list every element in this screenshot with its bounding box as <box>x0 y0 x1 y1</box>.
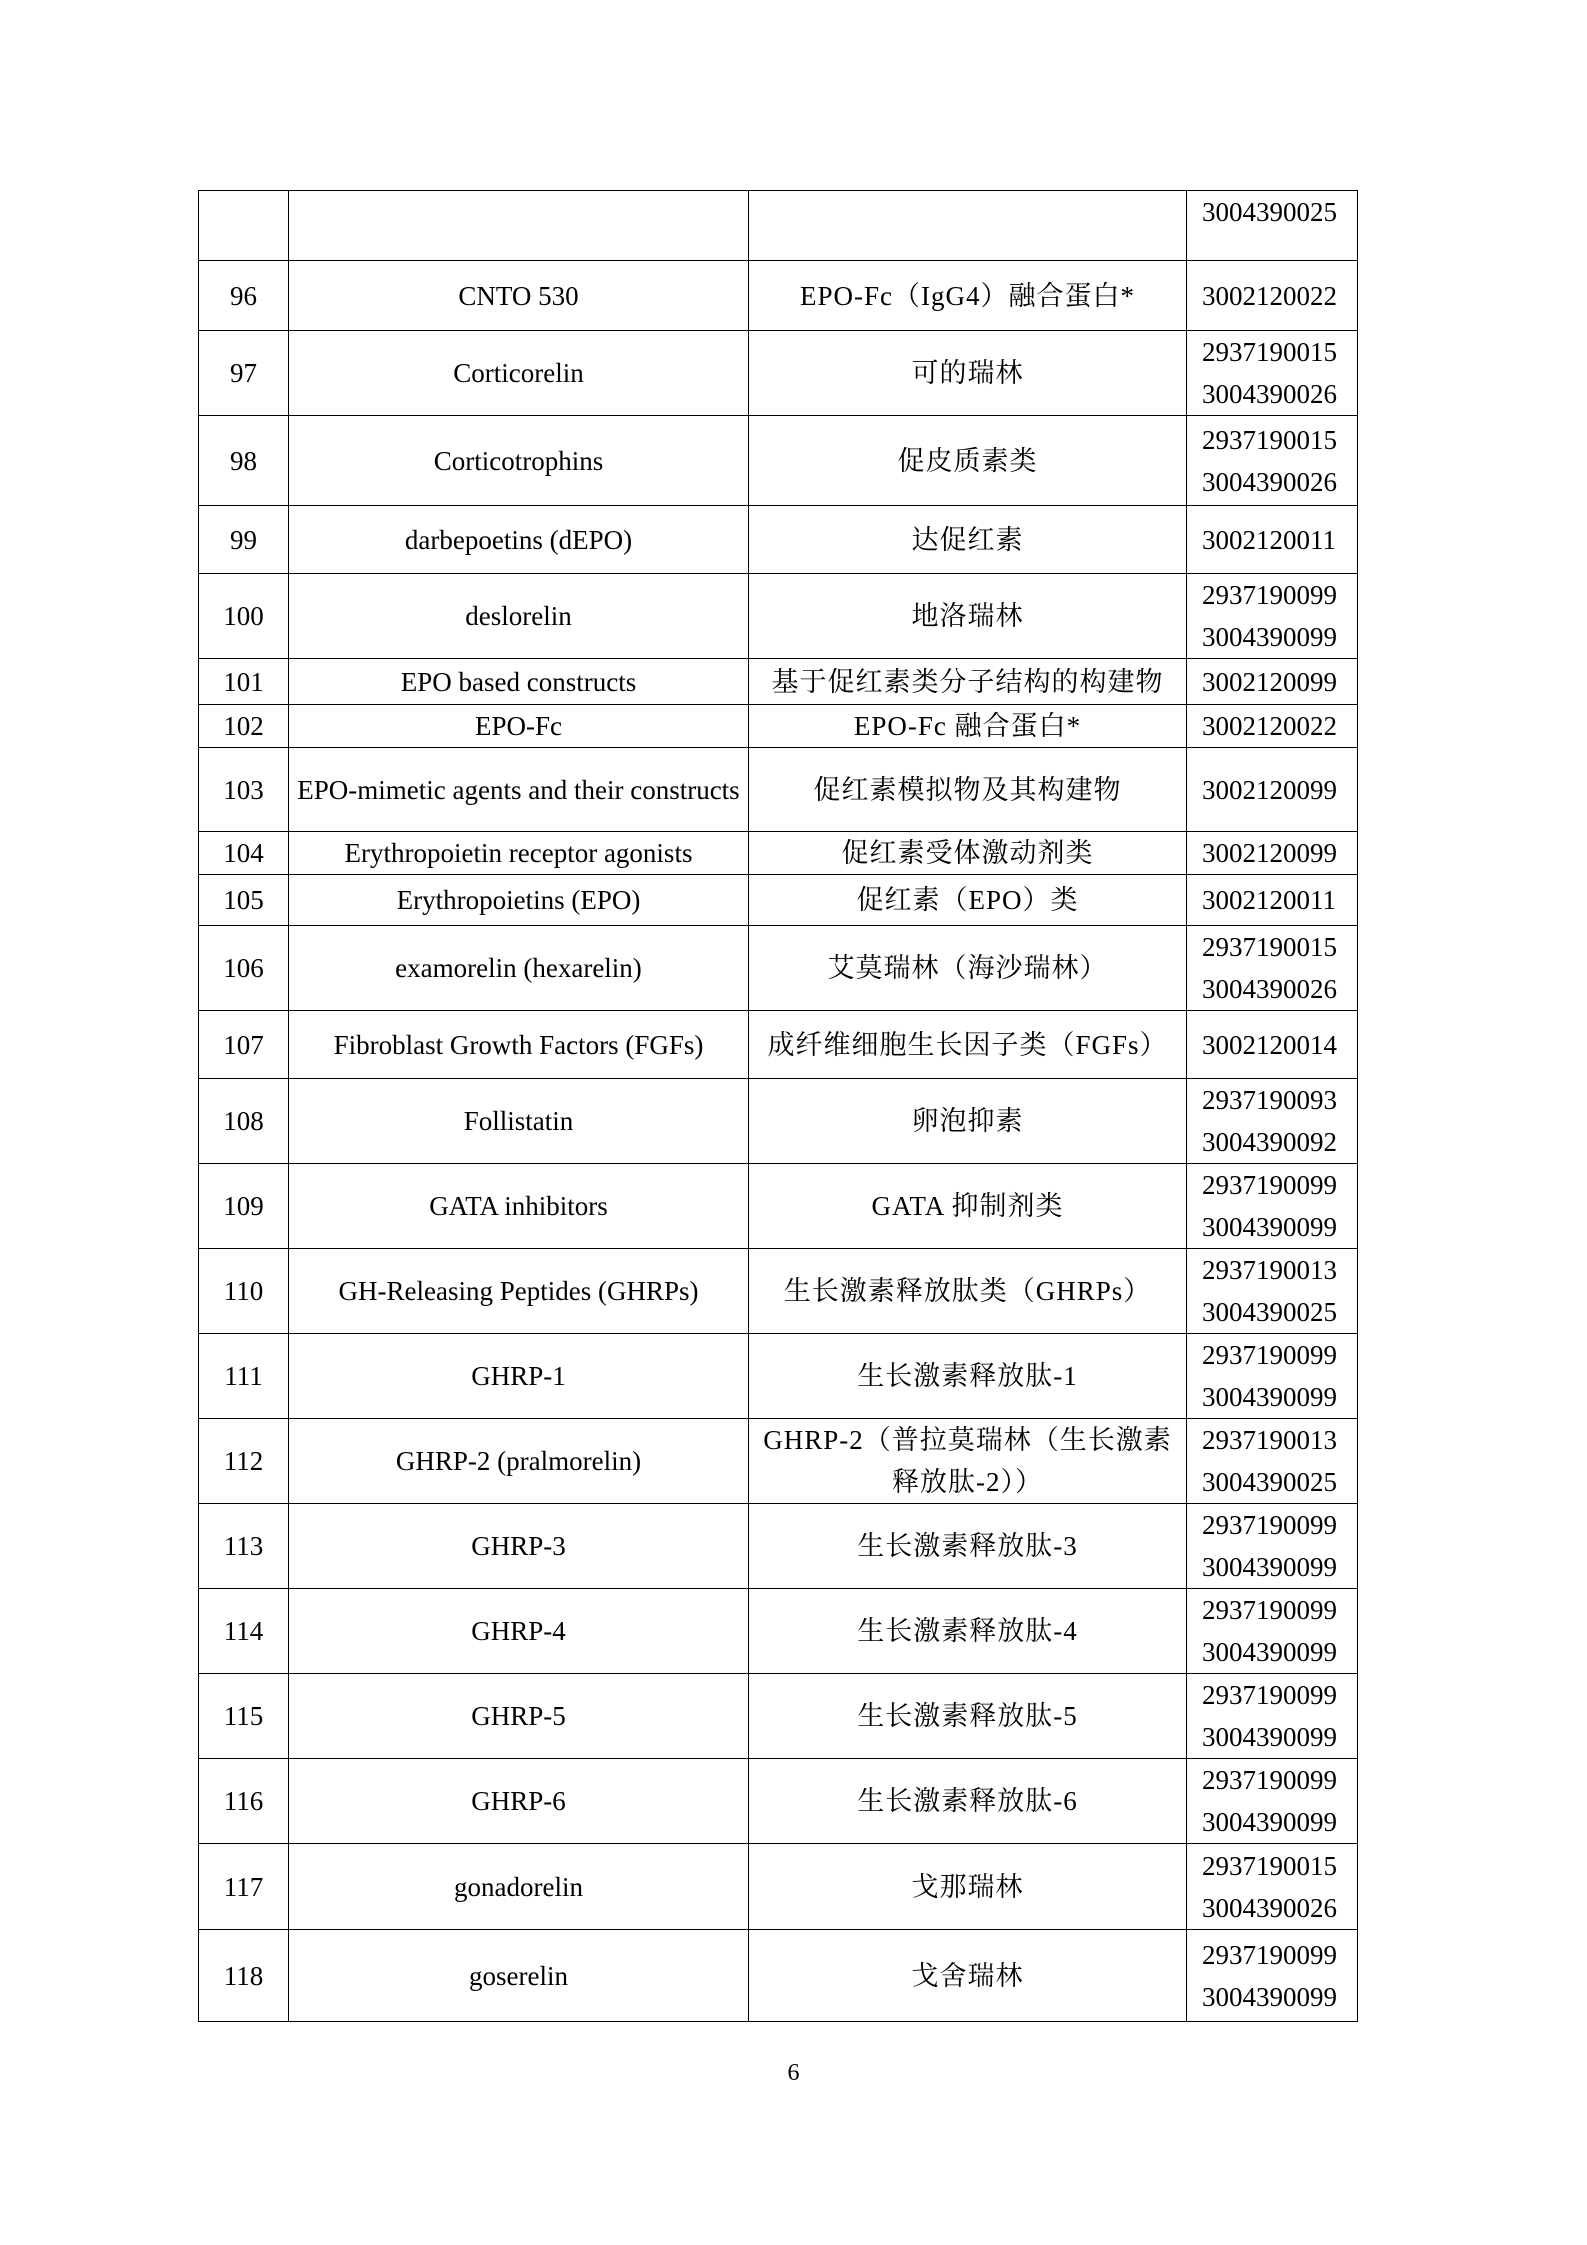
chinese-name-cell: GHRP-2（普拉莫瑞林（生长激素释放肽-2）） <box>749 1419 1187 1504</box>
tariff-codes-cell <box>1187 748 1358 832</box>
english-name-cell: deslorelin <box>289 574 749 659</box>
table-row <box>199 1011 1358 1079</box>
chinese-name-cell: 达促红素 <box>749 506 1187 574</box>
tariff-code: 2937190015 <box>1202 1850 1337 1881</box>
chinese-name-cell: EPO-Fc 融合蛋白* <box>749 705 1187 748</box>
tariff-code: 3004390099 <box>1202 1722 1337 1752</box>
tariff-codes-cell <box>1187 875 1358 926</box>
tariff-codes-cell <box>1187 926 1358 1011</box>
english-name-cell: gonadorelin <box>289 1844 749 1930</box>
tariff-code: 3004390026 <box>1202 379 1337 409</box>
chinese-name-cell: 成纤维细胞生长因子类（FGFs） <box>749 1011 1187 1079</box>
table-row <box>199 705 1358 748</box>
tariff-code: 2937190013 <box>1202 1425 1337 1455</box>
row-number-cell: 109 <box>199 1164 289 1249</box>
row-number-cell: 114 <box>199 1589 289 1674</box>
tariff-code: 2937190099 <box>1202 1510 1337 1540</box>
row-number-cell <box>199 191 289 261</box>
tariff-code: 3004390025 <box>1202 1467 1337 1497</box>
tariff-code: 3004390099 <box>1202 1981 1337 2012</box>
chinese-name-cell: 生长激素释放肽-6 <box>749 1759 1187 1844</box>
chinese-name-cell: 地洛瑞林 <box>749 574 1187 659</box>
table-row <box>199 574 1358 659</box>
tariff-codes-cell <box>1187 416 1358 506</box>
english-name-cell: Erythropoietins (EPO) <box>289 875 749 926</box>
row-number-cell: 106 <box>199 926 289 1011</box>
tariff-code: 2937190099 <box>1202 1765 1337 1795</box>
tariff-code: 2937190015 <box>1202 337 1337 367</box>
tariff-code: 2937190099 <box>1202 1170 1337 1200</box>
chinese-name-cell: 艾莫瑞林（海沙瑞林） <box>749 926 1187 1011</box>
tariff-code: 3002120014 <box>1202 1029 1337 1060</box>
tariff-code: 2937190099 <box>1202 1595 1337 1625</box>
english-name-cell: GHRP-4 <box>289 1589 749 1674</box>
english-name-cell: GHRP-2 (pralmorelin) <box>289 1419 749 1504</box>
tariff-code: 3002120022 <box>1202 280 1337 311</box>
chinese-name-cell: 生长激素释放肽类（GHRPs） <box>749 1249 1187 1334</box>
chinese-name-cell: 戈舍瑞林 <box>749 1930 1187 2022</box>
row-number-cell: 111 <box>199 1334 289 1419</box>
chinese-name-cell: 基于促红素类分子结构的构建物 <box>749 659 1187 705</box>
english-name-cell: GHRP-3 <box>289 1504 749 1589</box>
english-name-cell: GHRP-1 <box>289 1334 749 1419</box>
tariff-codes-cell <box>1187 832 1358 875</box>
row-number-cell: 110 <box>199 1249 289 1334</box>
row-number-cell: 102 <box>199 705 289 748</box>
row-number-cell: 115 <box>199 1674 289 1759</box>
table-row <box>199 1589 1358 1674</box>
table-row <box>199 1419 1358 1504</box>
english-name-cell: Corticorelin <box>289 331 749 416</box>
tariff-codes-cell <box>1187 1674 1358 1759</box>
english-name-cell: goserelin <box>289 1930 749 2022</box>
tariff-code: 3002120099 <box>1202 838 1337 868</box>
tariff-codes-cell <box>1187 1249 1358 1334</box>
chinese-name-cell: GATA 抑制剂类 <box>749 1164 1187 1249</box>
row-number-cell: 104 <box>199 832 289 875</box>
table-row <box>199 748 1358 832</box>
tariff-code: 3004390025 <box>1202 197 1337 227</box>
chinese-name-cell: 生长激素释放肽-3 <box>749 1504 1187 1589</box>
row-number-cell: 116 <box>199 1759 289 1844</box>
table-row <box>199 1334 1358 1419</box>
tariff-code: 3004390099 <box>1202 1552 1337 1582</box>
tariff-code: 3002120011 <box>1202 885 1336 915</box>
chinese-name-cell: 卵泡抑素 <box>749 1079 1187 1164</box>
table-row <box>199 659 1358 705</box>
tariff-codes-cell <box>1187 1844 1358 1930</box>
english-name-cell: GHRP-6 <box>289 1759 749 1844</box>
table-row <box>199 1930 1358 2022</box>
row-number-cell: 96 <box>199 261 289 331</box>
tariff-codes-cell <box>1187 659 1358 705</box>
table-row <box>199 832 1358 875</box>
table-row <box>199 1164 1358 1249</box>
tariff-code: 2937190099 <box>1202 1939 1337 1970</box>
tariff-codes-cell <box>1187 1504 1358 1589</box>
tariff-code: 2937190093 <box>1202 1085 1337 1115</box>
tariff-code: 2937190099 <box>1202 1340 1337 1370</box>
chinese-name-cell: 生长激素释放肽-4 <box>749 1589 1187 1674</box>
tariff-code: 3004390026 <box>1202 1892 1337 1923</box>
table-row <box>199 1674 1358 1759</box>
tariff-code: 3004390099 <box>1202 622 1337 652</box>
chinese-name-cell: 生长激素释放肽-5 <box>749 1674 1187 1759</box>
table-row <box>199 191 1358 261</box>
table-row <box>199 1844 1358 1930</box>
tariff-codes-cell <box>1187 1419 1358 1504</box>
english-name-cell: GHRP-5 <box>289 1674 749 1759</box>
row-number-cell: 117 <box>199 1844 289 1930</box>
row-number-cell: 101 <box>199 659 289 705</box>
tariff-codes-cell <box>1187 1759 1358 1844</box>
english-name-cell: CNTO 530 <box>289 261 749 331</box>
tariff-code: 3002120099 <box>1202 666 1337 697</box>
tariff-code: 3004390099 <box>1202 1807 1337 1837</box>
english-name-cell: Follistatin <box>289 1079 749 1164</box>
english-name-cell: examorelin (hexarelin) <box>289 926 749 1011</box>
tariff-codes-cell <box>1187 191 1358 261</box>
table-row <box>199 875 1358 926</box>
english-name-cell: GATA inhibitors <box>289 1164 749 1249</box>
tariff-code: 3004390099 <box>1202 1637 1337 1667</box>
row-number-cell: 100 <box>199 574 289 659</box>
row-number-cell: 118 <box>199 1930 289 2022</box>
table-row <box>199 1759 1358 1844</box>
english-name-cell: EPO based constructs <box>289 659 749 705</box>
chinese-name-cell: 可的瑞林 <box>749 331 1187 416</box>
tariff-codes-cell <box>1187 1589 1358 1674</box>
chinese-name-cell: 促红素（EPO）类 <box>749 875 1187 926</box>
tariff-code: 2937190099 <box>1202 1680 1337 1710</box>
chinese-name-cell: 促红素受体激动剂类 <box>749 832 1187 875</box>
chinese-name-cell: 生长激素释放肽-1 <box>749 1334 1187 1419</box>
row-number-cell: 105 <box>199 875 289 926</box>
row-number-cell: 98 <box>199 416 289 506</box>
tariff-code: 3004390099 <box>1202 1212 1337 1242</box>
table-row <box>199 506 1358 574</box>
english-name-cell: EPO-Fc <box>289 705 749 748</box>
tariff-codes-cell <box>1187 705 1358 748</box>
tariff-code: 3004390025 <box>1202 1297 1337 1327</box>
tariff-code: 3004390026 <box>1202 974 1337 1004</box>
row-number-cell: 97 <box>199 331 289 416</box>
row-number-cell: 99 <box>199 506 289 574</box>
tariff-code: 3004390099 <box>1202 1382 1337 1412</box>
tariff-code: 3002120022 <box>1202 711 1337 741</box>
tariff-codes-cell <box>1187 331 1358 416</box>
row-number-cell: 107 <box>199 1011 289 1079</box>
tariff-code: 3002120011 <box>1202 524 1336 555</box>
english-name-cell: EPO-mimetic agents and their constructs <box>289 748 749 832</box>
row-number-cell: 108 <box>199 1079 289 1164</box>
row-number-cell: 103 <box>199 748 289 832</box>
tariff-code: 2937190099 <box>1202 580 1337 610</box>
tariff-code: 3004390092 <box>1202 1127 1337 1157</box>
page-number: 6 <box>787 2060 800 2086</box>
table-row <box>199 261 1358 331</box>
tariff-code: 2937190015 <box>1202 932 1337 962</box>
english-name-cell: GH-Releasing Peptides (GHRPs) <box>289 1249 749 1334</box>
english-name-cell: Erythropoietin receptor agonists <box>289 832 749 875</box>
tariff-code: 3002120099 <box>1202 774 1337 805</box>
tariff-codes-cell <box>1187 1011 1358 1079</box>
table-row <box>199 926 1358 1011</box>
table-row <box>199 1504 1358 1589</box>
tariff-codes-cell <box>1187 1164 1358 1249</box>
row-number-cell: 112 <box>199 1419 289 1504</box>
tariff-code: 2937190013 <box>1202 1255 1337 1285</box>
chinese-name-cell: 促红素模拟物及其构建物 <box>749 748 1187 832</box>
english-name-cell: Corticotrophins <box>289 416 749 506</box>
tariff-codes-cell <box>1187 574 1358 659</box>
tariff-codes-cell <box>1187 1930 1358 2022</box>
table-row <box>199 1079 1358 1164</box>
chinese-name-cell: 促皮质素类 <box>749 416 1187 506</box>
chinese-name-cell: 戈那瑞林 <box>749 1844 1187 1930</box>
english-name-cell: darbepoetins (dEPO) <box>289 506 749 574</box>
tariff-codes-cell <box>1187 1079 1358 1164</box>
tariff-codes-cell <box>1187 261 1358 331</box>
substance-table <box>198 190 1358 2022</box>
chinese-name-cell: EPO-Fc（IgG4）融合蛋白* <box>749 261 1187 331</box>
chinese-name-cell <box>749 191 1187 261</box>
tariff-codes-cell <box>1187 506 1358 574</box>
row-number-cell: 113 <box>199 1504 289 1589</box>
table-body <box>199 191 1358 2022</box>
table-row <box>199 416 1358 506</box>
tariff-code: 3004390026 <box>1202 466 1337 497</box>
tariff-codes-cell <box>1187 1334 1358 1419</box>
table-row <box>199 1249 1358 1334</box>
tariff-code: 2937190015 <box>1202 424 1337 455</box>
english-name-cell <box>289 191 749 261</box>
table-row <box>199 331 1358 416</box>
english-name-cell: Fibroblast Growth Factors (FGFs) <box>289 1011 749 1079</box>
